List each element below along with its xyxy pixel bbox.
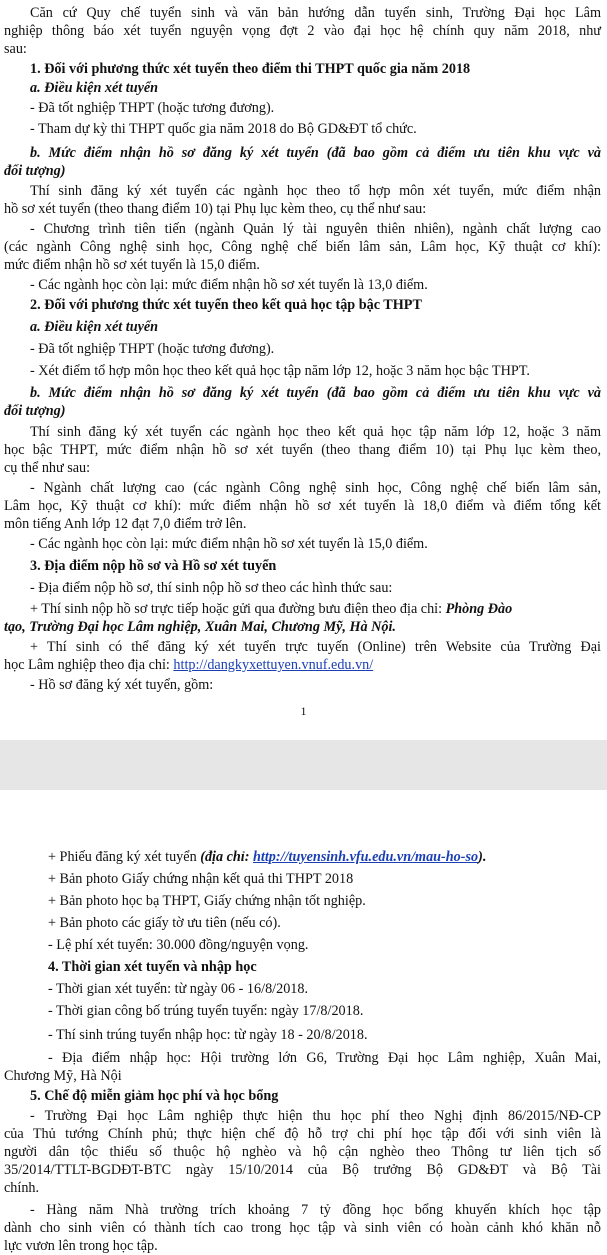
paragraph-line: Lâm học, Kỹ thuật cơ khí): mức điểm nhận hồ sơ xét tuyển là 18,0 điểm và điểm tổng kết — [4, 498, 601, 514]
paragraph-line: của Thủ tướng Chính phủ; thực hiện chế độ hỗ trợ chi phí học tập đối với sinh viên là — [4, 1126, 601, 1142]
paragraph-line: + Thí sinh có thể đăng ký xét tuyển trực tuyến (Online) trên Website của Trường Đại — [30, 639, 601, 655]
paragraph-line: học bậc THPT, mức điểm nhận hồ sơ xét tuyển (theo thang điểm 10) tại Phụ lục kèm theo, — [4, 442, 601, 458]
paragraph-line: - Hàng năm Nhà trường trích khoảng 7 tỷ đồng học bổng khuyến khích học tập — [30, 1202, 601, 1218]
list-item: + Bản photo học bạ THPT, Giấy chứng nhận tốt nghiệp. — [48, 893, 366, 909]
paragraph-line: Chương Mỹ, Hà Nội — [4, 1068, 122, 1084]
paragraph-line: 35/2014/TTLT-BGDĐT-BTC ngày 15/10/2014 của Bộ trưởng Bộ GD&ĐT và Bộ Tài — [4, 1162, 601, 1178]
paragraph-line: cụ thể như sau: — [4, 460, 91, 476]
paragraph-line: chính. — [4, 1180, 40, 1196]
section-1b-heading: đối tượng) — [4, 163, 66, 179]
section-4-heading: 4. Thời gian xét tuyển và nhập học — [48, 959, 257, 975]
section-5-heading: 5. Chế độ miễn giảm học phí và học bổng — [30, 1088, 279, 1104]
list-item: - Đã tốt nghiệp THPT (hoặc tương đương). — [30, 100, 275, 116]
page-number: 1 — [300, 704, 307, 718]
paragraph-line — [4, 600, 601, 618]
list-item: - Địa điểm nộp hồ sơ, thí sinh nộp hồ sơ theo các hình thức sau: — [30, 580, 393, 596]
paragraph-line — [4, 656, 601, 674]
address-text: tạo, Trường Đại học Lâm nghiệp, Xuân Mai, Chương Mỹ, Hà Nội. — [4, 619, 396, 635]
list-item: - Đã tốt nghiệp THPT (hoặc tương đương). — [30, 341, 275, 357]
address-text: Phòng Đào — [445, 601, 513, 617]
form-address: (địa chỉ: — [200, 849, 254, 865]
form-link[interactable]: http://tuyensinh.vfu.edu.vn/mau-ho-so — [253, 849, 479, 865]
paragraph-line: hồ sơ xét tuyển (theo thang điểm 10) tại Phụ lục kèm theo, cụ thể như sau: — [4, 201, 427, 217]
paragraph-line: - Chương trình tiên tiến (ngành Quản lý tài nguyên thiên nhiên), ngành chất lượng cao — [30, 221, 601, 237]
paragraph-line: dành cho sinh viên có thành tích cao trong học tập và sinh viên có hoàn cảnh khó khăn nỗ — [4, 1220, 601, 1236]
paragraph-line: lực vươn lên trong học tập. — [4, 1238, 158, 1254]
section-1a-heading: a. Điều kiện xét tuyển — [30, 80, 159, 96]
section-2b-heading: đối tượng) — [4, 403, 66, 419]
intro-line: nghiệp thông báo xét tuyển nguyện vọng đợt 2 vào đại học hệ chính quy năm 2018, như — [4, 23, 601, 39]
list-item: + Bản photo các giấy tờ ưu tiên (nếu có). — [48, 915, 281, 931]
paragraph-line: mức điểm nhận hồ sơ xét tuyển là 15,0 điểm. — [4, 257, 260, 273]
registration-link[interactable]: http://dangkyxettuyen.vnuf.edu.vn/ — [173, 657, 374, 673]
paragraph-line: môn tiếng Anh lớp 12 đạt 7,0 điểm trở lên. — [4, 516, 247, 532]
list-item: - Thời gian công bố trúng tuyển tuyển: ngày 17/8/2018. — [48, 1003, 364, 1019]
address-intro: + Thí sinh nộp hồ sơ trực tiếp hoặc gửi qua đường bưu điện theo địa chỉ: — [30, 601, 446, 617]
form-label: + Phiếu đăng ký xét tuyển — [48, 849, 201, 865]
section-3-heading: 3. Địa điểm nộp hồ sơ và Hồ sơ xét tuyển — [30, 558, 277, 574]
paragraph-line: Thí sinh đăng ký xét tuyển các ngành học theo kết quả học tập năm lớp 12, hoặc 3 năm — [30, 424, 601, 440]
list-item: - Thời gian xét tuyển: từ ngày 06 - 16/8/2018. — [48, 981, 309, 997]
paragraph-line: (các ngành Công nghệ sinh học, Công nghệ chế biến lâm sản, Lâm học, Kỹ thuật cơ khí): — [4, 239, 601, 255]
list-item: - Lệ phí xét tuyển: 30.000 đồng/nguyện vọng. — [48, 937, 309, 953]
list-item: - Xét điểm tổ hợp môn học theo kết quả học tập năm lớp 12, hoặc 3 năm học bậc THPT. — [30, 363, 530, 379]
section-2a-heading: a. Điều kiện xét tuyển — [30, 319, 159, 335]
list-item: - Hồ sơ đăng ký xét tuyển, gồm: — [30, 677, 214, 693]
form-address-end: ). — [478, 849, 487, 865]
paragraph-line: - Trường Đại học Lâm nghiệp thực hiện thu học phí theo Nghị định 86/2015/NĐ-CP — [30, 1108, 601, 1124]
list-item: - Tham dự kỳ thi THPT quốc gia năm 2018 do Bộ GD&ĐT tổ chức. — [30, 121, 417, 137]
page-separator — [0, 740, 607, 790]
section-2b-heading: b. Mức điểm nhận hồ sơ đăng ký xét tuyển (đã bao gồm cả điểm ưu tiên khu vực và — [30, 385, 601, 401]
list-item: - Thí sinh trúng tuyển nhập học: từ ngày 18 - 20/8/2018. — [48, 1027, 368, 1043]
paragraph-line: - Ngành chất lượng cao (các ngành Công nghệ sinh học, Công nghệ chế biến lâm sản, — [30, 480, 601, 496]
intro-line: Căn cứ Quy chế tuyển sinh và văn bản hướng dẫn tuyển sinh, Trường Đại học Lâm — [30, 5, 601, 21]
document-page-2 — [0, 790, 607, 1254]
list-item — [4, 848, 601, 866]
website-intro: học Lâm nghiệp theo địa chỉ: — [4, 657, 174, 673]
intro-line: sau: — [4, 41, 27, 57]
list-item: - Các ngành học còn lại: mức điểm nhận hồ sơ xét tuyển là 13,0 điểm. — [30, 277, 428, 293]
section-2-heading: 2. Đối với phương thức xét tuyển theo kết quả học tập bậc THPT — [30, 297, 422, 313]
paragraph-line: Thí sinh đăng ký xét tuyển các ngành học theo tổ hợp môn xét tuyển, mức điểm nhận — [30, 183, 601, 199]
section-1-heading: 1. Đối với phương thức xét tuyển theo điểm thi THPT quốc gia năm 2018 — [30, 61, 471, 77]
section-1b-heading: b. Mức điểm nhận hồ sơ đăng ký xét tuyển (đã bao gồm cả điểm ưu tiên khu vực và — [30, 145, 601, 161]
paragraph-line: người dân tộc thiểu số thuộc hộ nghèo và hộ cận nghèo theo Thông tư liên tịch số — [4, 1144, 601, 1160]
paragraph-line: - Địa điểm nhập học: Hội trường lớn G6, Trường Đại học Lâm nghiệp, Xuân Mai, — [48, 1050, 601, 1066]
list-item: - Các ngành học còn lại: mức điểm nhận hồ sơ xét tuyển là 15,0 điểm. — [30, 536, 428, 552]
list-item: + Bản photo Giấy chứng nhận kết quả thi THPT 2018 — [48, 871, 354, 887]
